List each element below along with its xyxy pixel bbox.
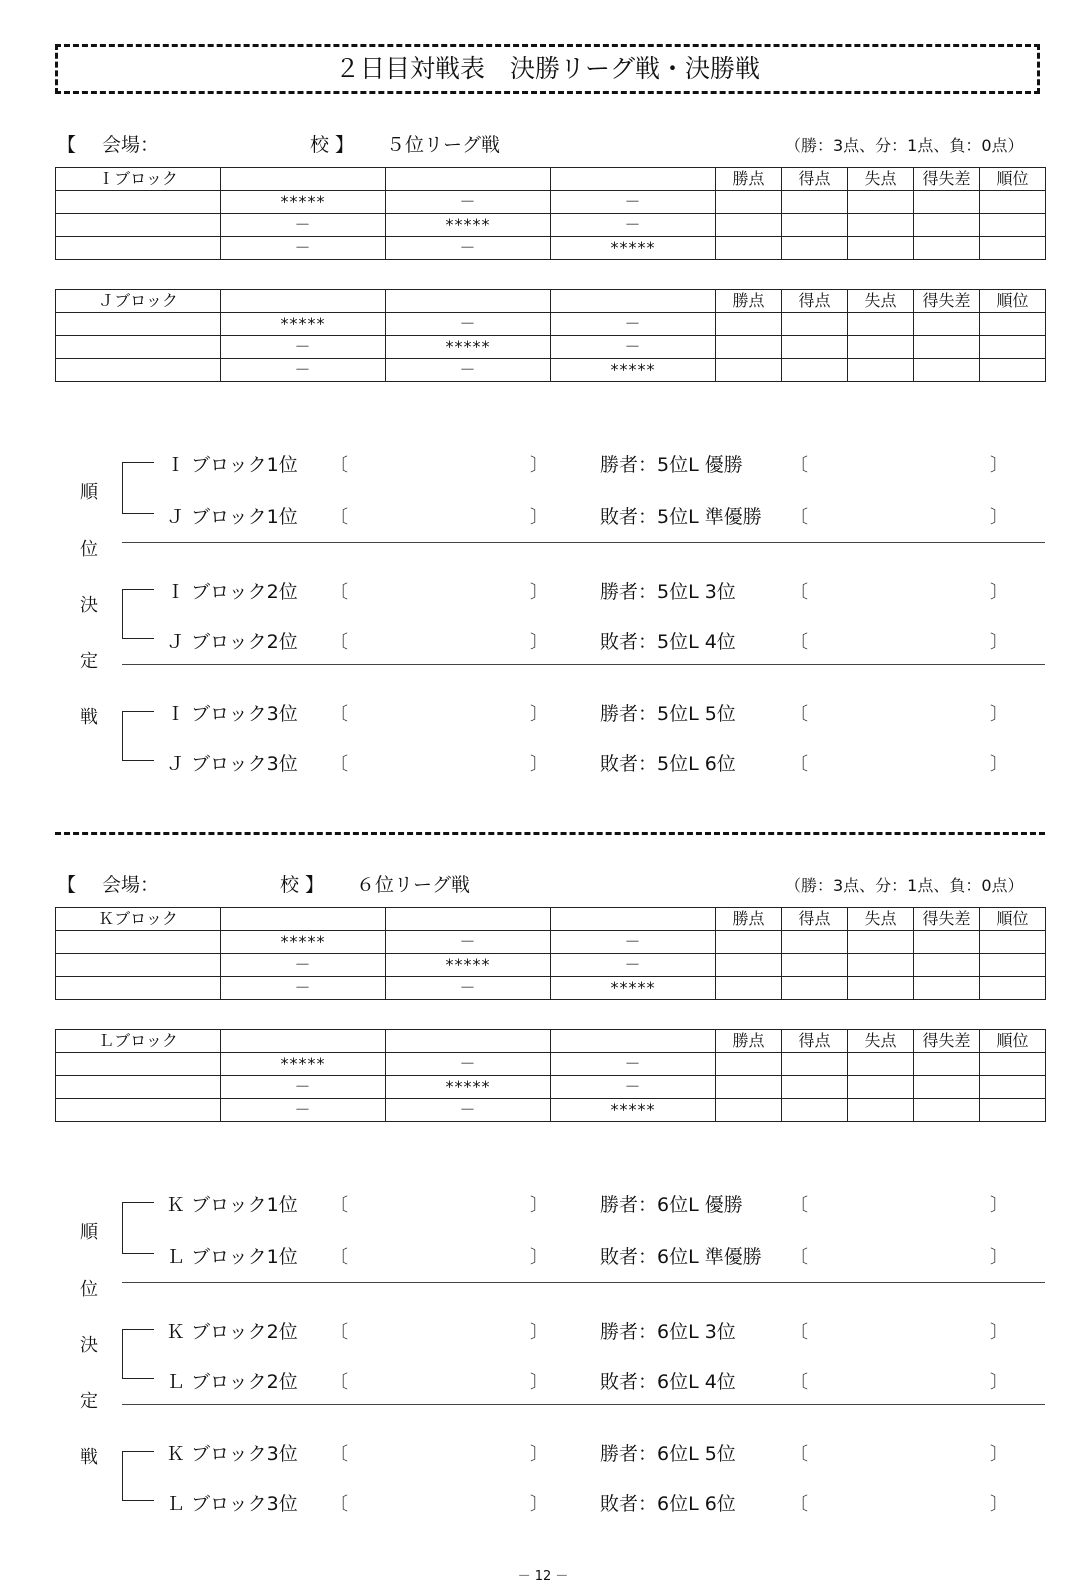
column-header: 得点: [782, 908, 848, 931]
placement-team: Ｊ ブロック3位: [166, 753, 298, 775]
bracket-close: 〕: [530, 1322, 548, 1343]
venue-label: 会場：: [102, 874, 160, 896]
score-cell: [782, 237, 848, 260]
table-row: [56, 237, 1046, 260]
score-cell: [848, 954, 914, 977]
score-cell: [914, 977, 980, 1000]
table-row: [56, 214, 1046, 237]
bracket-close: 〕: [990, 632, 1008, 653]
match-cell: －: [551, 336, 716, 359]
score-cell: [914, 191, 980, 214]
table-row: [56, 313, 1046, 336]
bracket-open: 〔: [330, 1322, 348, 1343]
block-table: [55, 167, 1046, 260]
score-cell: [914, 1076, 980, 1099]
team-name-cell: [56, 336, 221, 359]
match-cell: －: [221, 954, 386, 977]
group-separator: [122, 664, 1045, 665]
column-header: 得失差: [914, 290, 980, 313]
bracket-close: 〕: [990, 455, 1008, 476]
side-label-char: 順: [80, 482, 98, 503]
side-label-char: 決: [80, 1335, 98, 1356]
pair-bracket: [122, 589, 154, 639]
team-name-cell: [56, 214, 221, 237]
match-cell: －: [551, 1076, 716, 1099]
table-header-row: [56, 908, 1046, 931]
venue-bracket-open: 【: [57, 874, 77, 896]
placement-team: Ｌ ブロック2位: [166, 1371, 298, 1393]
score-cell: [848, 336, 914, 359]
table-row: [56, 1076, 1046, 1099]
bracket-open: 〔: [330, 632, 348, 653]
score-cell: [716, 1099, 782, 1122]
self-match-cell: *****: [386, 1076, 551, 1099]
score-cell: [914, 1099, 980, 1122]
side-label-char: 定: [80, 1391, 98, 1412]
match-cell: －: [221, 359, 386, 382]
placement-result: 敗者：6位L 準優勝: [600, 1246, 762, 1268]
table-row: [56, 1053, 1046, 1076]
match-cell: －: [221, 336, 386, 359]
bracket-open: 〔: [790, 1322, 808, 1343]
match-cell: －: [386, 359, 551, 382]
bracket-close: 〕: [990, 507, 1008, 528]
match-cell: －: [386, 931, 551, 954]
placement-team: Ｌ ブロック3位: [166, 1493, 298, 1515]
match-cell: －: [221, 1076, 386, 1099]
bracket-open: 〔: [790, 455, 808, 476]
score-cell: [782, 931, 848, 954]
table-row: [56, 191, 1046, 214]
score-cell: [848, 237, 914, 260]
team-name-cell: [56, 191, 221, 214]
score-cell: [782, 214, 848, 237]
venue-school: 校 】: [310, 134, 355, 156]
pair-bracket: [122, 1202, 154, 1254]
score-cell: [716, 931, 782, 954]
bracket-close: 〕: [990, 1494, 1008, 1515]
self-match-cell: *****: [551, 1099, 716, 1122]
team-header-cell: [386, 290, 551, 313]
score-cell: [980, 1076, 1046, 1099]
score-cell: [782, 954, 848, 977]
points-note: （勝：3点、分：1点、負：0点）: [785, 876, 1024, 895]
match-cell: －: [221, 237, 386, 260]
section-divider: [55, 832, 1045, 835]
score-cell: [914, 237, 980, 260]
bracket-open: 〔: [790, 1247, 808, 1268]
team-name-cell: [56, 1076, 221, 1099]
bracket-open: 〔: [330, 1494, 348, 1515]
side-label-char: 順: [80, 1222, 98, 1243]
bracket-close: 〕: [990, 1195, 1008, 1216]
self-match-cell: *****: [551, 977, 716, 1000]
group-separator: [122, 542, 1045, 543]
side-label-char: 決: [80, 595, 98, 616]
table-header-row: [56, 290, 1046, 313]
match-cell: －: [551, 1053, 716, 1076]
placement-result: 勝者：6位L 優勝: [600, 1194, 743, 1216]
column-header: 得点: [782, 290, 848, 313]
bracket-close: 〕: [530, 507, 548, 528]
placement-result: 勝者：5位L 3位: [600, 581, 736, 603]
page-title: ２日目対戦表 決勝リーグ戦・決勝戦: [334, 54, 760, 83]
bracket-close: 〕: [990, 1247, 1008, 1268]
bracket-close: 〕: [530, 1494, 548, 1515]
venue-label: 会場：: [102, 134, 160, 156]
bracket-open: 〔: [790, 1494, 808, 1515]
team-header-cell: [551, 290, 716, 313]
team-name-cell: [56, 1053, 221, 1076]
score-cell: [782, 1099, 848, 1122]
self-match-cell: *****: [221, 313, 386, 336]
self-match-cell: *****: [551, 237, 716, 260]
score-cell: [980, 954, 1046, 977]
page-number: － 12 －: [517, 1569, 569, 1584]
column-header: 順位: [980, 290, 1046, 313]
score-cell: [716, 954, 782, 977]
bracket-close: 〕: [530, 1195, 548, 1216]
score-cell: [848, 1053, 914, 1076]
bracket-close: 〕: [990, 1372, 1008, 1393]
side-label-char: 戦: [80, 1447, 98, 1468]
table-row: [56, 954, 1046, 977]
team-name-cell: [56, 359, 221, 382]
score-cell: [716, 977, 782, 1000]
bracket-close: 〕: [990, 1322, 1008, 1343]
pair-bracket: [122, 711, 154, 761]
block-name: Ｉブロック: [56, 168, 221, 191]
bracket-close: 〕: [990, 1444, 1008, 1465]
bracket-open: 〔: [330, 754, 348, 775]
score-cell: [782, 336, 848, 359]
bracket-open: 〔: [330, 1195, 348, 1216]
score-cell: [848, 1099, 914, 1122]
match-cell: －: [221, 214, 386, 237]
league-name: ５位リーグ戦: [386, 134, 501, 156]
placement-result: 敗者：5位L 4位: [600, 631, 736, 653]
team-header-cell: [386, 908, 551, 931]
table-row: [56, 931, 1046, 954]
bracket-close: 〕: [990, 582, 1008, 603]
bracket-open: 〔: [330, 1247, 348, 1268]
score-cell: [980, 214, 1046, 237]
score-cell: [914, 336, 980, 359]
self-match-cell: *****: [386, 954, 551, 977]
bracket-close: 〕: [530, 704, 548, 725]
score-cell: [980, 237, 1046, 260]
table-header-row: [56, 1030, 1046, 1053]
table-row: [56, 1099, 1046, 1122]
team-header-cell: [551, 168, 716, 191]
bracket-open: 〔: [790, 754, 808, 775]
side-label-char: 戦: [80, 707, 98, 728]
match-cell: －: [221, 977, 386, 1000]
score-cell: [782, 359, 848, 382]
column-header: 勝点: [716, 1030, 782, 1053]
bracket-open: 〔: [330, 507, 348, 528]
match-cell: －: [386, 237, 551, 260]
table-row: [56, 336, 1046, 359]
bracket-open: 〔: [330, 1444, 348, 1465]
match-cell: －: [386, 977, 551, 1000]
score-cell: [782, 1053, 848, 1076]
score-cell: [716, 336, 782, 359]
team-header-cell: [551, 908, 716, 931]
team-name-cell: [56, 931, 221, 954]
placement-result: 勝者：6位L 3位: [600, 1321, 736, 1343]
match-cell: －: [551, 954, 716, 977]
match-cell: －: [386, 313, 551, 336]
group-separator: [122, 1282, 1045, 1283]
bracket-open: 〔: [330, 704, 348, 725]
placement-team: Ｋ ブロック2位: [166, 1321, 298, 1343]
column-header: 勝点: [716, 168, 782, 191]
match-cell: －: [551, 313, 716, 336]
score-cell: [848, 1076, 914, 1099]
column-header: 勝点: [716, 908, 782, 931]
bracket-open: 〔: [790, 507, 808, 528]
column-header: 得点: [782, 1030, 848, 1053]
team-name-cell: [56, 977, 221, 1000]
team-name-cell: [56, 237, 221, 260]
bracket-close: 〕: [530, 1444, 548, 1465]
score-cell: [848, 191, 914, 214]
placement-result: 勝者：6位L 5位: [600, 1443, 736, 1465]
score-cell: [716, 313, 782, 336]
team-header-cell: [221, 1030, 386, 1053]
column-header: 得失差: [914, 1030, 980, 1053]
title-box: [55, 44, 1040, 94]
score-cell: [716, 191, 782, 214]
block-table: [55, 907, 1046, 1000]
match-cell: －: [551, 214, 716, 237]
score-cell: [980, 1053, 1046, 1076]
table-row: [56, 359, 1046, 382]
score-cell: [914, 359, 980, 382]
team-name-cell: [56, 313, 221, 336]
bracket-close: 〕: [990, 704, 1008, 725]
score-cell: [980, 1099, 1046, 1122]
match-cell: －: [551, 931, 716, 954]
table-row: [56, 977, 1046, 1000]
column-header: 順位: [980, 1030, 1046, 1053]
score-cell: [716, 359, 782, 382]
block-name: Ｌブロック: [56, 1030, 221, 1053]
team-header-cell: [221, 290, 386, 313]
column-header: 得失差: [914, 168, 980, 191]
column-header: 順位: [980, 908, 1046, 931]
placement-result: 敗者：5位L 準優勝: [600, 506, 762, 528]
pair-bracket: [122, 462, 154, 514]
score-cell: [914, 954, 980, 977]
score-cell: [914, 1053, 980, 1076]
bracket-open: 〔: [330, 582, 348, 603]
team-header-cell: [221, 168, 386, 191]
league-name: ６位リーグ戦: [356, 874, 471, 896]
match-cell: －: [221, 1099, 386, 1122]
score-cell: [848, 359, 914, 382]
self-match-cell: *****: [221, 931, 386, 954]
bracket-open: 〔: [330, 1372, 348, 1393]
score-cell: [782, 313, 848, 336]
placement-team: Ｉ ブロック2位: [166, 581, 298, 603]
placement-team: Ｌ ブロック1位: [166, 1246, 298, 1268]
match-cell: －: [386, 191, 551, 214]
column-header: 得点: [782, 168, 848, 191]
score-cell: [980, 191, 1046, 214]
placement-team: Ｉ ブロック3位: [166, 703, 298, 725]
score-cell: [980, 313, 1046, 336]
score-cell: [980, 359, 1046, 382]
side-label-char: 位: [80, 1279, 98, 1300]
score-cell: [848, 214, 914, 237]
side-label-char: 位: [80, 539, 98, 560]
venue-school: 校 】: [280, 874, 325, 896]
team-name-cell: [56, 1099, 221, 1122]
bracket-open: 〔: [790, 1372, 808, 1393]
pair-bracket: [122, 1329, 154, 1379]
bracket-close: 〕: [530, 1372, 548, 1393]
score-cell: [716, 214, 782, 237]
score-cell: [716, 237, 782, 260]
score-cell: [782, 191, 848, 214]
column-header: 失点: [848, 1030, 914, 1053]
placement-team: Ｉ ブロック1位: [166, 454, 298, 476]
score-cell: [914, 931, 980, 954]
placement-team: Ｋ ブロック1位: [166, 1194, 298, 1216]
bracket-open: 〔: [790, 704, 808, 725]
bracket-close: 〕: [530, 582, 548, 603]
block-name: Ｋブロック: [56, 908, 221, 931]
placement-result: 敗者：6位L 4位: [600, 1371, 736, 1393]
team-name-cell: [56, 954, 221, 977]
table-header-row: [56, 168, 1046, 191]
column-header: 勝点: [716, 290, 782, 313]
team-header-cell: [221, 908, 386, 931]
block-table: [55, 1029, 1046, 1122]
placement-team: Ｊ ブロック1位: [166, 506, 298, 528]
self-match-cell: *****: [386, 214, 551, 237]
placement-team: Ｊ ブロック2位: [166, 631, 298, 653]
bracket-close: 〕: [530, 754, 548, 775]
bracket-open: 〔: [330, 455, 348, 476]
column-header: 失点: [848, 908, 914, 931]
score-cell: [782, 1076, 848, 1099]
score-cell: [782, 977, 848, 1000]
bracket-open: 〔: [790, 1444, 808, 1465]
score-cell: [716, 1053, 782, 1076]
bracket-close: 〕: [530, 632, 548, 653]
placement-result: 敗者：6位L 6位: [600, 1493, 736, 1515]
score-cell: [848, 977, 914, 1000]
placement-team: Ｋ ブロック3位: [166, 1443, 298, 1465]
score-cell: [848, 313, 914, 336]
self-match-cell: *****: [551, 359, 716, 382]
self-match-cell: *****: [221, 191, 386, 214]
bracket-open: 〔: [790, 632, 808, 653]
self-match-cell: *****: [221, 1053, 386, 1076]
points-note: （勝：3点、分：1点、負：0点）: [785, 136, 1024, 155]
score-cell: [914, 313, 980, 336]
pair-bracket: [122, 1451, 154, 1501]
column-header: 失点: [848, 168, 914, 191]
score-cell: [914, 214, 980, 237]
bracket-close: 〕: [990, 754, 1008, 775]
block-table: [55, 289, 1046, 382]
placement-result: 勝者：5位L 5位: [600, 703, 736, 725]
placement-result: 敗者：5位L 6位: [600, 753, 736, 775]
team-header-cell: [551, 1030, 716, 1053]
match-cell: －: [551, 191, 716, 214]
column-header: 順位: [980, 168, 1046, 191]
score-cell: [848, 931, 914, 954]
bracket-close: 〕: [530, 455, 548, 476]
score-cell: [980, 336, 1046, 359]
bracket-close: 〕: [530, 1247, 548, 1268]
group-separator: [122, 1404, 1045, 1405]
column-header: 得失差: [914, 908, 980, 931]
bracket-open: 〔: [790, 582, 808, 603]
side-label-char: 定: [80, 651, 98, 672]
bracket-open: 〔: [790, 1195, 808, 1216]
venue-bracket-open: 【: [57, 134, 77, 156]
team-header-cell: [386, 168, 551, 191]
score-cell: [980, 977, 1046, 1000]
column-header: 失点: [848, 290, 914, 313]
score-cell: [980, 931, 1046, 954]
match-cell: －: [386, 1099, 551, 1122]
team-header-cell: [386, 1030, 551, 1053]
score-cell: [716, 1076, 782, 1099]
self-match-cell: *****: [386, 336, 551, 359]
placement-result: 勝者：5位L 優勝: [600, 454, 743, 476]
block-name: Ｊブロック: [56, 290, 221, 313]
match-cell: －: [386, 1053, 551, 1076]
